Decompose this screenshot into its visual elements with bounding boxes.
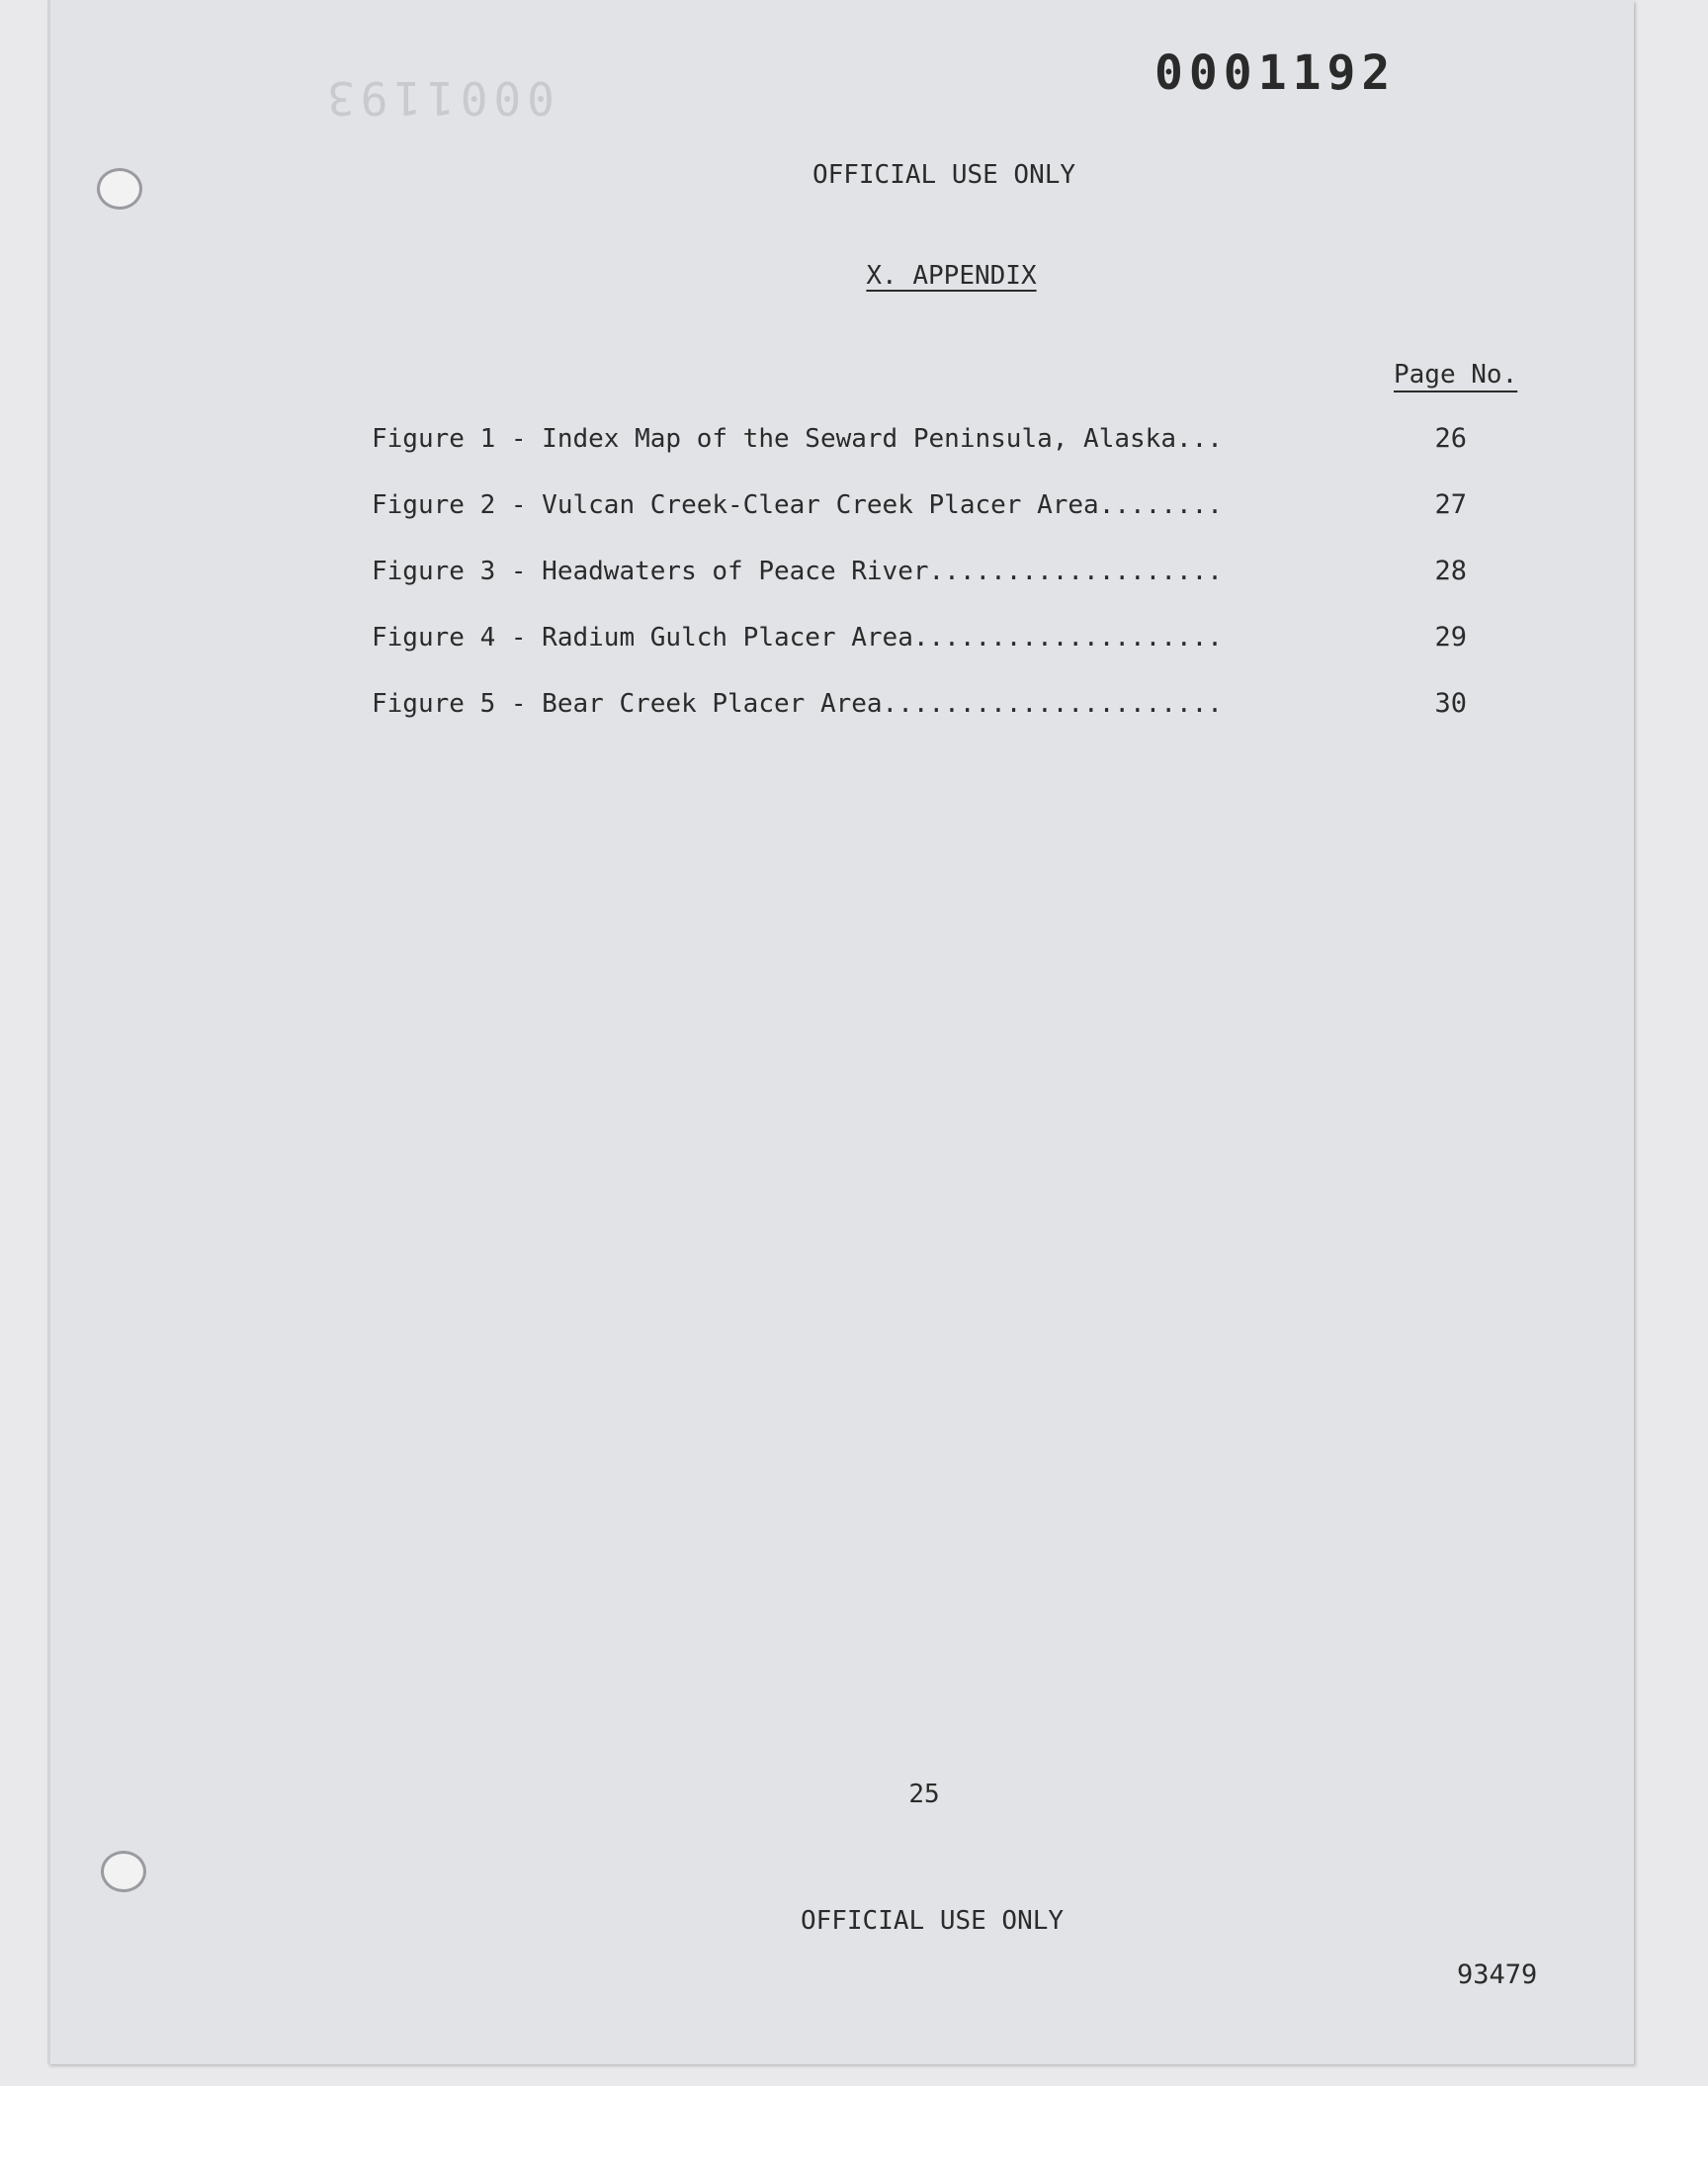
page-edge: [47, 0, 50, 2064]
toc-entry: [372, 423, 1489, 463]
toc-entry-page: 28: [1434, 556, 1467, 586]
page-number-column-heading: Page No.: [1394, 360, 1518, 390]
page-number: 25: [908, 1780, 940, 1809]
toc-entry: [372, 556, 1489, 595]
serial-number-stamp: 0001192: [1154, 45, 1397, 101]
toc-entry: [372, 489, 1489, 529]
page-title: X. APPENDIX: [866, 261, 1037, 291]
document-code: 93479: [1457, 1959, 1538, 1990]
toc-entry-page: 26: [1434, 423, 1467, 454]
toc-entry-label: Figure 3 - Headwaters of Peace River...................: [372, 557, 1223, 586]
toc-entry-label: Figure 2 - Vulcan Creek-Clear Creek Placer Area........: [372, 490, 1223, 520]
toc-entry-label: Figure 4 - Radium Gulch Placer Area....................: [372, 623, 1223, 652]
toc-entry-label: Figure 1 - Index Map of the Seward Peninsula, Alaska...: [372, 424, 1223, 454]
faint-serial-stamp: 0001193: [321, 71, 555, 125]
toc-entry-page: 30: [1434, 688, 1467, 719]
footer-classification: OFFICIAL USE ONLY: [800, 1906, 1065, 1936]
toc-entry: [372, 688, 1489, 728]
punch-hole-bottom: [101, 1851, 146, 1892]
document-page: [47, 0, 1634, 2064]
toc-entry-page: 29: [1434, 622, 1467, 652]
header-classification: OFFICIAL USE ONLY: [811, 160, 1076, 190]
toc-entry: [372, 622, 1489, 661]
toc-entry-page: 27: [1434, 489, 1467, 520]
toc-entry-label: Figure 5 - Bear Creek Placer Area......................: [372, 689, 1223, 719]
